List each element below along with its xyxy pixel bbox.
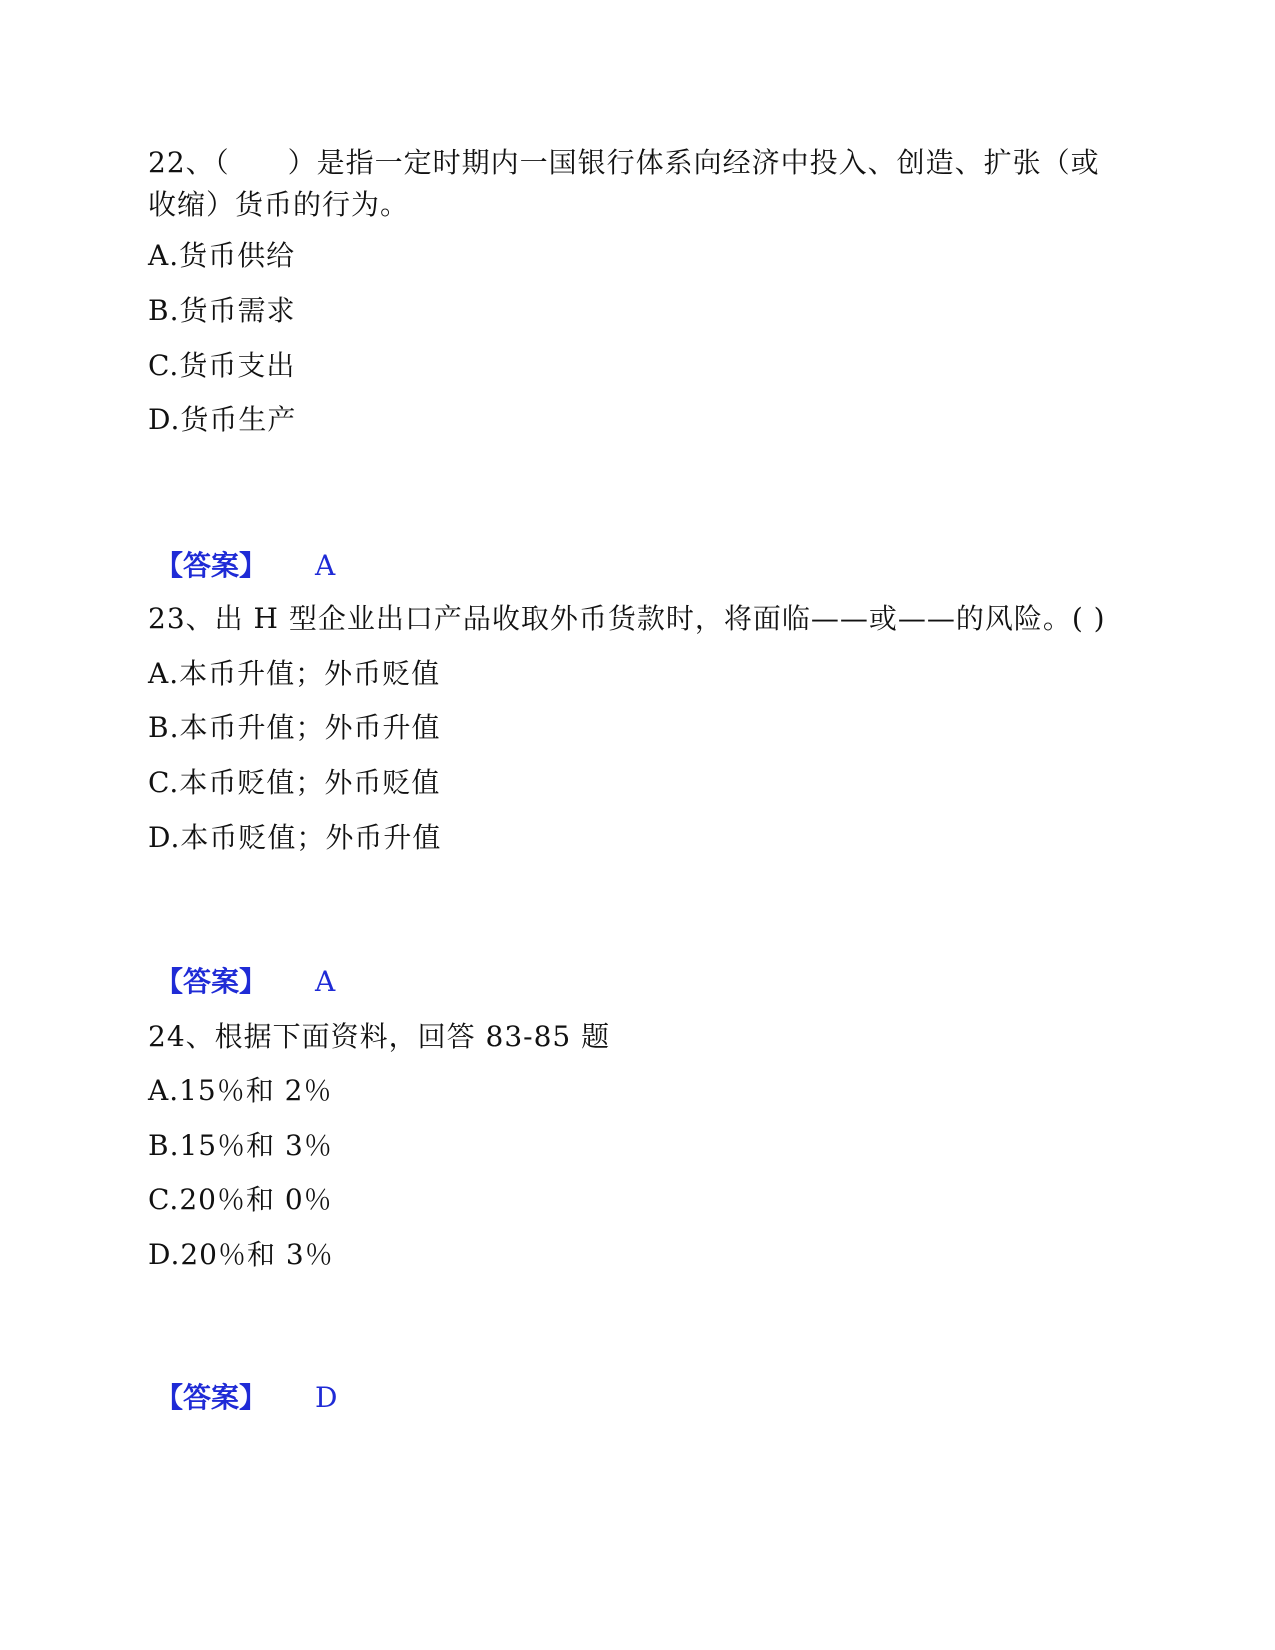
question-22-option-b: B.货币需求: [148, 294, 296, 327]
answer-value: A: [315, 549, 336, 582]
answer-value: A: [315, 965, 336, 998]
question-24-option-c: C.20％和 0％: [148, 1183, 333, 1216]
question-24-option-b: B.15％和 3％: [148, 1129, 333, 1162]
question-24-stem: 24、根据下面资料，回答 83-85 题: [148, 1020, 611, 1053]
answer-value: D: [315, 1381, 338, 1414]
question-23-stem: 23、出 H 型企业出口产品收取外币货款时，将面临——或——的风险。( ): [148, 602, 1106, 635]
question-23-option-c: C.本币贬值；外币贬值: [148, 766, 441, 799]
question-23-option-d: D.本币贬值；外币升值: [148, 821, 442, 854]
question-22-answer: [155, 546, 335, 586]
answer-label: 【答案】: [155, 1381, 268, 1414]
question-22-stem: 22、（ ）是指一定时期内一国银行体系向经济中投入、创造、扩张（或收缩）货币的行为。: [148, 146, 1100, 221]
question-23-option-b: B.本币升值；外币升值: [148, 711, 441, 744]
question-22-option-a: A.货币供给: [148, 239, 296, 272]
question-22-option-c: C.货币支出: [148, 349, 296, 382]
answer-label: 【答案】: [155, 965, 268, 998]
question-23-answer: [155, 962, 335, 1002]
question-24-answer: [155, 1378, 337, 1418]
question-22-option-d: D.货币生产: [148, 403, 297, 436]
answer-label: 【答案】: [155, 549, 268, 582]
question-24-option-a: A.15％和 2％: [148, 1074, 333, 1107]
question-24-option-d: D.20％和 3％: [148, 1238, 334, 1271]
question-23-option-a: A.本币升值；外币贬值: [148, 657, 441, 690]
